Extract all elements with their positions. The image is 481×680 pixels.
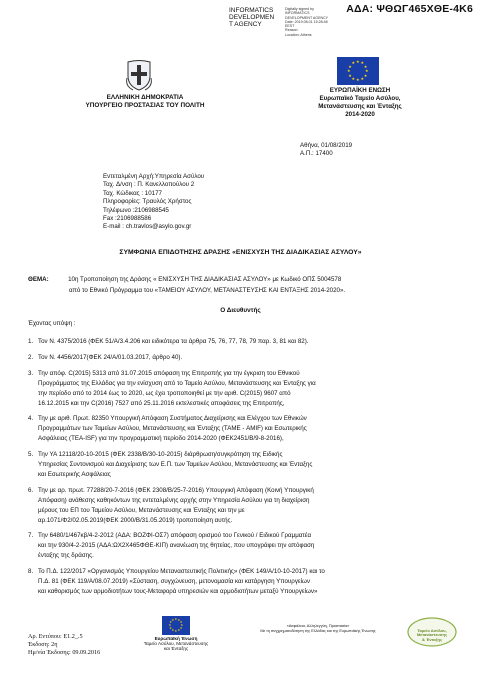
eu-fund-header: ΕΥΡΩΠΑΪΚΗ ΕΝΩΣΗ Ευρωπαϊκό Ταμείο Ασύλου, Μετανάστευσης και Ένταξης 2014-2020 bbox=[318, 87, 402, 118]
subject-label: ΘΕΜΑ: bbox=[28, 276, 49, 283]
date-and-protocol: Αθήνα, 01/08/2019 Α.Π.: 17400 bbox=[300, 142, 353, 157]
eu-flag-caption: Ευρωπαϊκή Ένωση Ταμείο Ασύλου, Μετανάστευσης και Ένταξης bbox=[143, 636, 209, 652]
eu-star-icon: ★ bbox=[356, 59, 360, 64]
eu-flag-small-icon bbox=[162, 616, 190, 635]
eu-star-icon: ★ bbox=[348, 72, 352, 78]
eu-star-icon: ★ bbox=[168, 623, 172, 627]
eu-star-icon: ★ bbox=[179, 620, 183, 624]
authority-info: Εντεταλμένη Αρχή:Υπηρεσία Ασύλου Ταχ. Δ/νση : Π. Κανελλοπούλου 2 Ταχ. Κώδικας : 10177 Πληροφορίες: Τραυλός Χρήστος Τηλέφωνο :2106988545 Fax :2106988586 E-mail : ch.travlos@asylo.gov.gr bbox=[103, 173, 205, 231]
eu-star-icon: ★ bbox=[169, 626, 172, 630]
eu-star-icon: ★ bbox=[169, 620, 172, 624]
greek-republic-header: ΕΛΛΗΝΙΚΗ ΔΗΜΟΚΡΑΤΙΑ ΥΠΟΥΡΓΕΙΟ ΠΡΟΣΤΑΣΙΑΣ ΤΟΥ ΠΟΛΙΤΗ bbox=[85, 94, 205, 109]
eu-star-icon: ★ bbox=[360, 60, 365, 66]
subject-text-continued: από το Εθνικό Πρόγραμμα του «ΤΑΜΕΙΟΥ ΑΣΥΛΟΥ, ΜΕΤΑΝΑΣΤΕΥΣΗΣ ΚΑΙ ΕΝΤΑΞΗΣ 2014-2020». bbox=[69, 287, 346, 294]
eu-star-icon: ★ bbox=[174, 629, 178, 633]
eu-star-icon: ★ bbox=[179, 626, 183, 630]
director-heading: Ο Διευθυντής bbox=[220, 307, 261, 314]
eu-star-icon: ★ bbox=[351, 75, 356, 81]
form-info: Αρ. Εντύπου: Ε1.2_.5 Έκδοση: 2η Ημ/νία Έκδοσης: 09.09.2016 bbox=[28, 633, 101, 656]
eu-star-icon: ★ bbox=[356, 77, 360, 82]
eu-star-icon: ★ bbox=[363, 72, 368, 78]
greek-emblem-icon bbox=[125, 60, 153, 92]
eu-star-icon: ★ bbox=[171, 617, 175, 622]
eu-star-icon: ★ bbox=[360, 75, 365, 81]
fund-logo-text: Ταμείο Ασύλου, Μετανάστευσης & Ένταξης bbox=[416, 628, 448, 642]
eu-star-icon: ★ bbox=[363, 63, 368, 69]
subject-text: 10η Τροποποίηση της Δράσης « ΕΝΙΣΧΥΣΗ ΤΗΣ ΔΙΑΔΙΚΑΣΙΑΣ ΑΣΥΛΟΥ» με Κωδικό ΟΠΣ 5004578 bbox=[68, 276, 342, 283]
ada-code: ΑΔΑ: ΨΘΩΓ465ΧΘΕ-4Κ6 bbox=[346, 3, 473, 15]
signature-label: INFORMATICS DEVELOPMEN T AGENCY bbox=[229, 7, 275, 28]
eu-star-icon: ★ bbox=[348, 63, 352, 69]
eu-star-icon: ★ bbox=[365, 68, 369, 73]
cofunding-note: «Ασφάλεια, Αλληλεγγύη, Προστασία» Με τη συγχρηματοδότηση της Ελλάδας και της Ευρωπαϊκής Ένωσης bbox=[260, 624, 376, 634]
considerations-intro: Έχοντας υπόψη : bbox=[28, 320, 76, 327]
eu-star-icon: ★ bbox=[347, 68, 351, 73]
eu-flag-icon bbox=[337, 57, 379, 85]
document-title: ΣΥΜΦΩΝΙΑ ΕΠΙΔΟΤΗΣΗΣ ΔΡΑΣΗΣ «ΕΝΙΣΧΥΣΗ ΤΗΣ ΔΙΑΔΙΚΑΣΙΑΣ ΑΣΥΛΟΥ» bbox=[119, 249, 362, 256]
eu-star-icon: ★ bbox=[177, 628, 181, 633]
eu-star-icon: ★ bbox=[351, 60, 356, 66]
signature-detail: Digitally signed by INFORMATICS DEVELOPMENT AGENCY Date: 2019.08.01 15:28:48 EEST Reason: Location: Athens bbox=[285, 7, 329, 37]
subject-line bbox=[28, 275, 341, 285]
eu-star-icon: ★ bbox=[177, 617, 181, 622]
eu-star-icon: ★ bbox=[180, 623, 184, 627]
eu-star-icon: ★ bbox=[174, 617, 178, 621]
eu-star-icon: ★ bbox=[171, 628, 175, 633]
